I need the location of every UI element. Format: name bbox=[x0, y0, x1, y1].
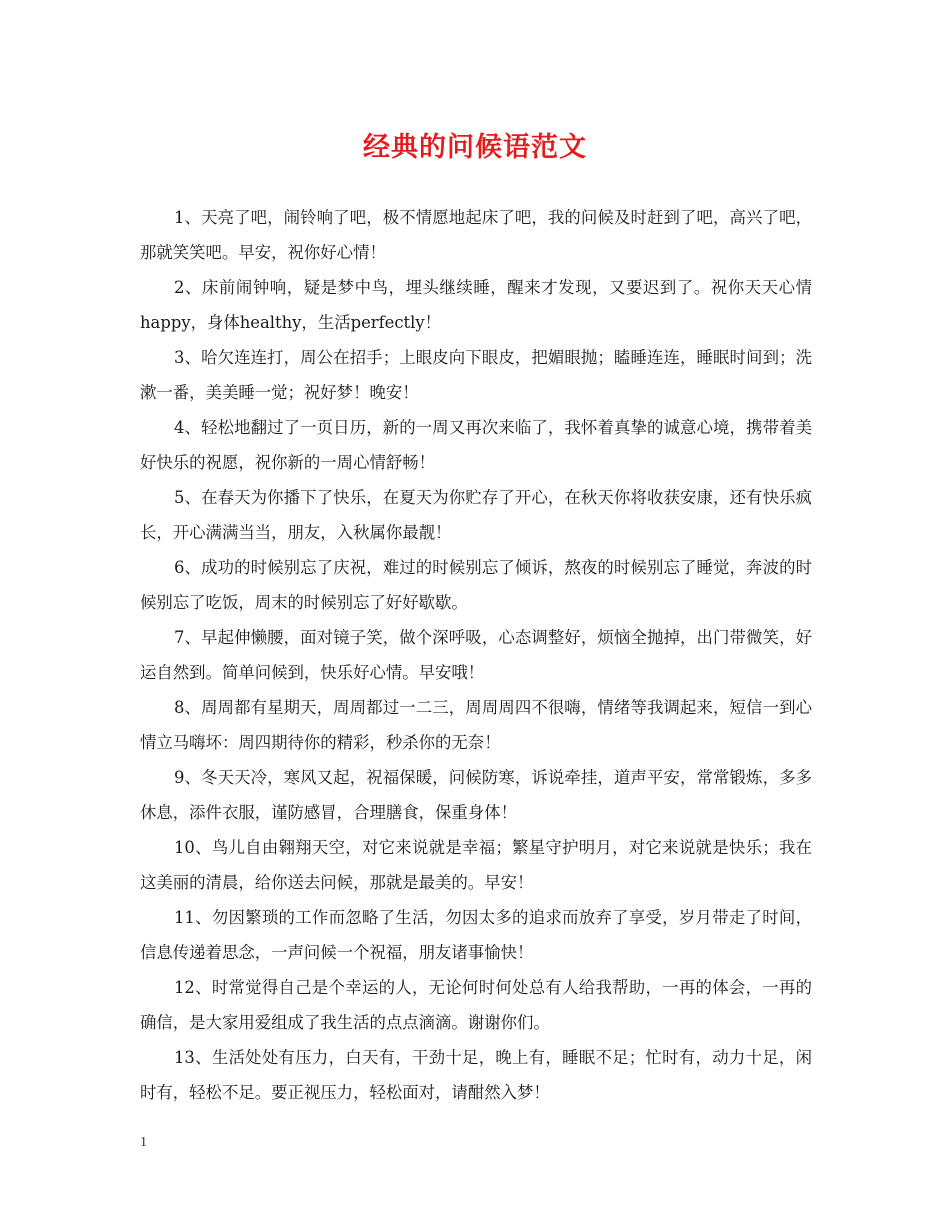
paragraph-4: 4、轻松地翻过了一页日历，新的一周又再次来临了，我怀着真挚的诚意心境，携带着美好快乐的祝愿，祝你新的一周心情舒畅！ bbox=[140, 418, 812, 472]
paragraph-5: 5、在春天为你播下了快乐，在夏天为你贮存了开心，在秋天你将收获安康，还有快乐疯长，开心满满当当，朋友，入秋属你最靓！ bbox=[140, 488, 812, 542]
page-title: 经典的问候语范文 bbox=[363, 132, 587, 163]
paragraph-6: 6、成功的时候别忘了庆祝，难过的时候别忘了倾诉，熬夜的时候别忘了睡觉，奔波的时候别忘了吃饭，周末的时候别忘了好好歇歇。 bbox=[140, 558, 812, 612]
paragraph-13: 13、生活处处有压力，白天有，干劲十足，晚上有，睡眠不足；忙时有，动力十足，闲时有，轻松不足。要正视压力，轻松面对，请酣然入梦！ bbox=[140, 1048, 812, 1102]
paragraph-8: 8、周周都有星期天，周周都过一二三，周周周四不很嗨，情绪等我调起来，短信一到心情立马嗨坏：周四期待你的精彩，秒杀你的无奈！ bbox=[140, 698, 812, 752]
document-body bbox=[140, 200, 812, 1110]
paragraph-7: 7、早起伸懒腰，面对镜子笑，做个深呼吸，心态调整好，烦恼全抛掉，出门带微笑，好运自然到。简单问候到，快乐好心情。早安哦！ bbox=[140, 628, 812, 682]
paragraph-1: 1、天亮了吧，闹铃响了吧，极不情愿地起床了吧，我的问候及时赶到了吧，高兴了吧，那就笑笑吧。早安，祝你好心情！ bbox=[140, 208, 812, 262]
paragraph-12: 12、时常觉得自己是个幸运的人，无论何时何处总有人给我帮助，一再的体会，一再的确信，是大家用爱组成了我生活的点点滴滴。谢谢你们。 bbox=[140, 978, 812, 1032]
paragraph-11: 11、勿因繁琐的工作而忽略了生活，勿因太多的追求而放弃了享受，岁月带走了时间，信息传递着思念，一声问候一个祝福，朋友诸事愉快！ bbox=[140, 908, 812, 962]
paragraph-9: 9、冬天天冷，寒风又起，祝福保暖，问候防寒，诉说牵挂，道声平安，常常锻炼，多多休息，添件衣服，谨防感冒，合理膳食，保重身体！ bbox=[140, 768, 812, 822]
paragraph-10: 10、鸟儿自由翱翔天空，对它来说就是幸福；繁星守护明月，对它来说就是快乐；我在这美丽的清晨，给你送去问候，那就是最美的。早安！ bbox=[140, 838, 812, 892]
paragraph-3: 3、哈欠连连打，周公在招手；上眼皮向下眼皮，把媚眼抛；瞌睡连连，睡眠时间到；洗漱一番，美美睡一觉；祝好梦！晚安！ bbox=[140, 348, 812, 402]
page-number: 1 bbox=[140, 1135, 147, 1150]
paragraph-2: 2、床前闹钟响，疑是梦中鸟，埋头继续睡，醒来才发现，又要迟到了。祝你天天心情happy，身体healthy，生活perfectly！ bbox=[140, 278, 812, 332]
